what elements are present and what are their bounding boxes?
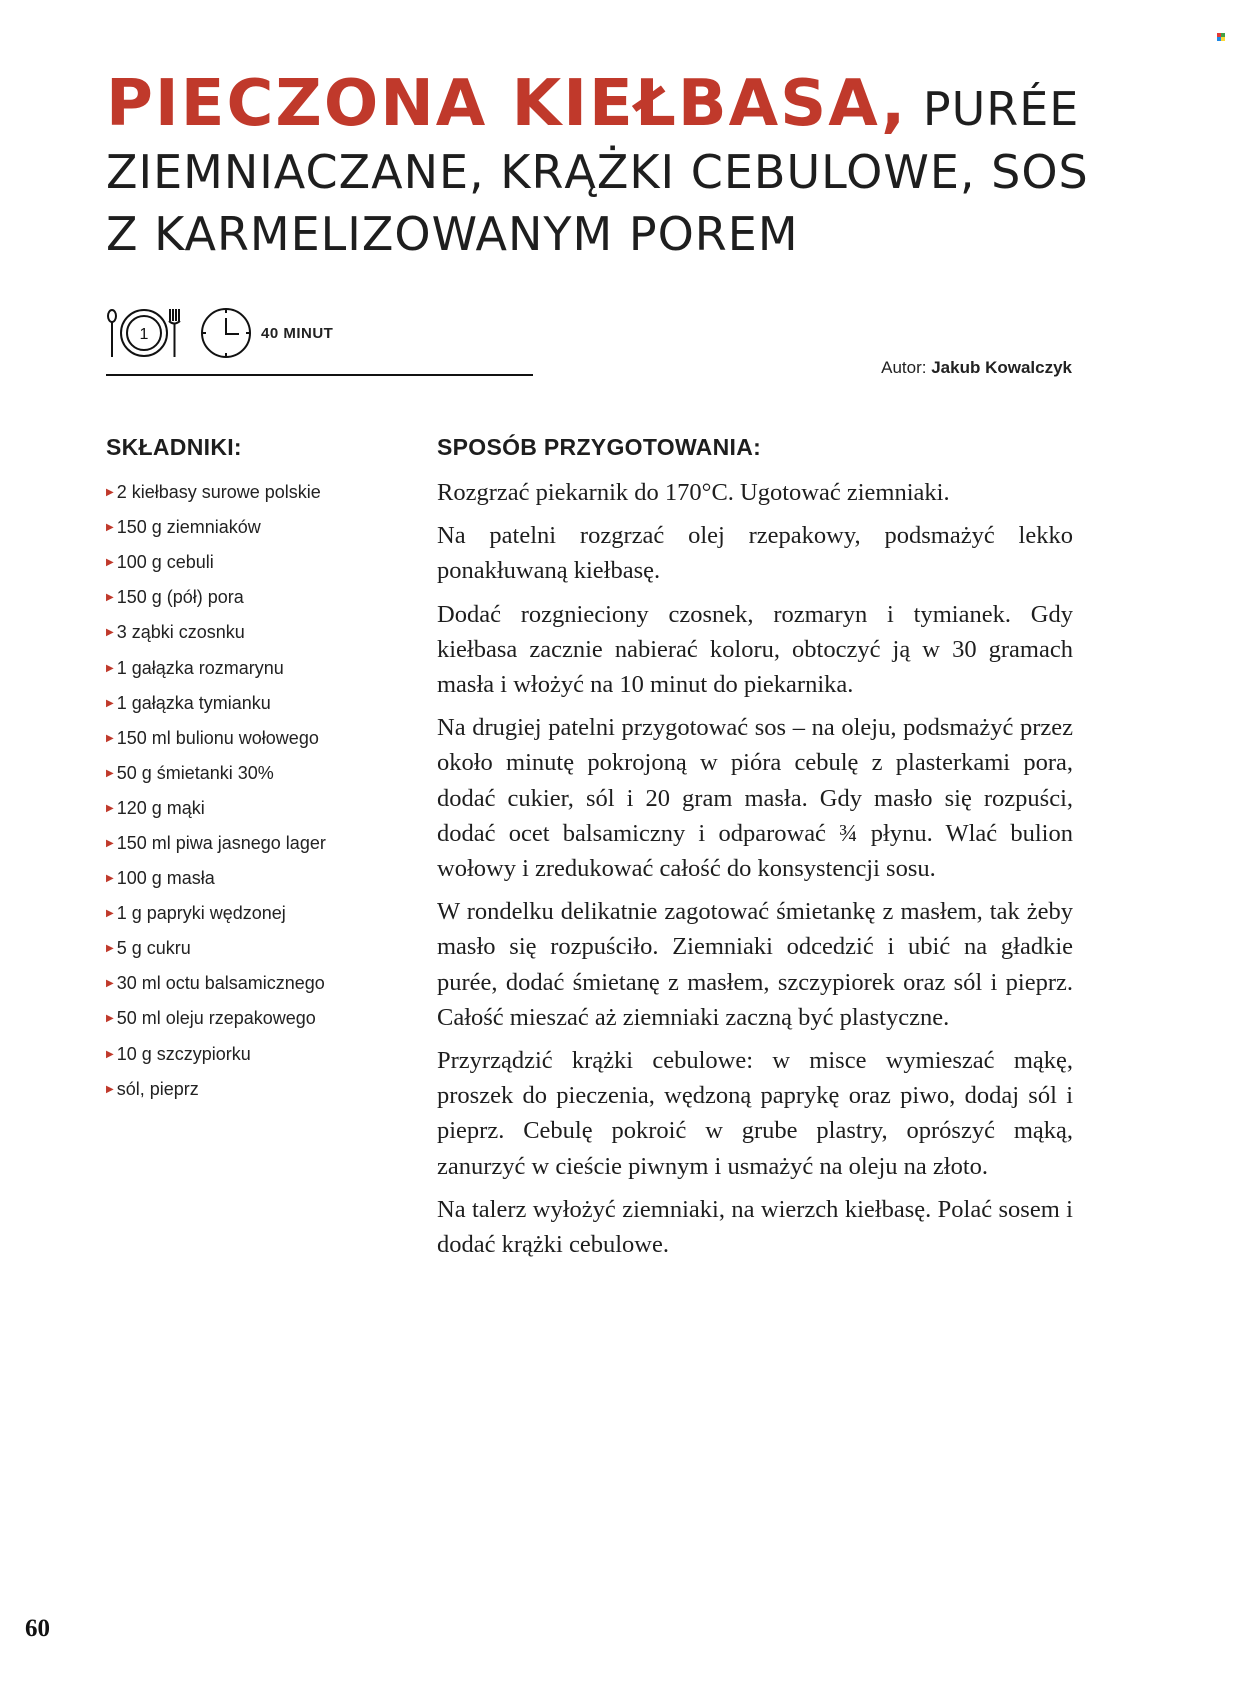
ingredient-item — [106, 510, 406, 545]
method-step: Na talerz wyłożyć ziemniaki, na wierzch kiełbasę. Polać sosem i dodać krążki cebulowe. — [437, 1195, 1073, 1259]
ingredient-text: sól, pieprz — [116, 1078, 199, 1099]
ingredient-text: 1 g papryki wędzonej — [116, 903, 286, 924]
bullet-arrow-icon: ▶ — [106, 1083, 114, 1095]
ingredient-item — [106, 931, 406, 966]
method-step: Dodać rozgnieciony czosnek, rozmaryn i tymianek. Gdy kiełbasa zacznie nabierać koloru, obtoczyć ją w 30 gramach masła i włożyć na 10 minut do piekarnika. — [437, 600, 1073, 699]
ingredients-section — [106, 434, 406, 1107]
ingredient-item — [106, 861, 406, 896]
ingredient-item — [106, 826, 406, 861]
recipe-title — [106, 67, 1106, 265]
bullet-arrow-icon: ▶ — [106, 732, 114, 744]
title-accent: PIECZONA KIEŁBASA, — [106, 67, 908, 141]
ingredient-item — [106, 966, 406, 1001]
ingredient-item — [106, 896, 406, 931]
ingredient-text: 1 gałązka rozmarynu — [116, 657, 284, 678]
ingredient-text: 150 g (pół) pora — [116, 587, 244, 608]
bullet-arrow-icon: ▶ — [106, 802, 114, 814]
recipe-meta — [106, 305, 333, 361]
author-name: Jakub Kowalczyk — [931, 358, 1072, 377]
ingredient-text: 100 g cebuli — [116, 552, 214, 573]
method-heading: SPOSÓB PRZYGOTOWANIA: — [437, 434, 762, 460]
bullet-arrow-icon: ▶ — [106, 697, 114, 709]
bullet-arrow-icon: ▶ — [106, 1048, 114, 1060]
ingredient-text: 150 ml piwa jasnego lager — [116, 832, 326, 853]
bullet-arrow-icon: ▶ — [106, 487, 114, 499]
ingredient-text: 50 g śmietanki 30% — [116, 762, 274, 783]
bullet-arrow-icon: ▶ — [106, 908, 114, 920]
title-line-1-rest: PURÉE — [922, 82, 1080, 136]
bullet-arrow-icon: ▶ — [106, 522, 114, 534]
ingredient-item — [106, 615, 406, 650]
color-mark-icon — [1217, 33, 1225, 41]
method-section — [437, 434, 1073, 1270]
title-line-1 — [106, 67, 1106, 141]
method-step: Rozgrzać piekarnik do 170°C. Ugotować ziemniaki. — [437, 479, 950, 506]
bullet-arrow-icon: ▶ — [106, 978, 114, 990]
ingredient-item — [106, 721, 406, 756]
ingredient-item — [106, 791, 406, 826]
bullet-arrow-icon: ▶ — [106, 873, 114, 885]
ingredient-text: 5 g cukru — [116, 938, 191, 959]
bullet-arrow-icon: ▶ — [106, 627, 114, 639]
ingredient-text: 150 ml bulionu wołowego — [116, 727, 319, 748]
ingredient-text: 50 ml oleju rzepakowego — [116, 1008, 316, 1029]
plate-cutlery-icon — [106, 307, 182, 359]
ingredient-item — [106, 1072, 406, 1107]
clock-icon — [199, 307, 253, 359]
cooking-time: 40 MINUT — [261, 324, 334, 342]
ingredient-item — [106, 686, 406, 721]
author-label: Autor: — [881, 358, 927, 377]
ingredient-item — [106, 1037, 406, 1072]
author-credit — [881, 358, 1072, 378]
ingredient-text: 2 kiełbasy surowe polskie — [116, 482, 321, 503]
ingredient-text: 30 ml octu balsamicznego — [116, 973, 325, 994]
method-step: W rondelku delikatnie zagotować śmietankę z masłem, tak żeby masło się rozpuściło. Ziemniaki odcedzić i ubić na gładkie purée, dodać śmietanę z masłem, szczypiorek oraz sól i pieprz. Całość mieszać aż ziemniaki zaczną być plastyczne. — [437, 898, 1073, 1031]
meta-divider — [106, 374, 533, 376]
bullet-arrow-icon: ▶ — [106, 557, 114, 569]
ingredient-item — [106, 475, 406, 510]
bullet-arrow-icon: ▶ — [106, 837, 114, 849]
title-line-3: Z KARMELIZOWANYM POREM — [106, 207, 799, 261]
bullet-arrow-icon: ▶ — [106, 662, 114, 674]
bullet-arrow-icon: ▶ — [106, 943, 114, 955]
method-step: Na drugiej patelni przygotować sos – na oleju, podsmażyć przez około minutę pokrojoną w pióra cebulę z plasterkami pora, dodać cukier, sól i 20 gram masła. Gdy masło się rozpuści, dodać ocet balsamiczny i odparować ¾ płynu. Wlać bulion wołowy i zredukować całość do konsystencji sosu. — [437, 714, 1073, 883]
ingredient-item — [106, 580, 406, 615]
bullet-arrow-icon: ▶ — [106, 1013, 114, 1025]
method-step: Na patelni rozgrzać olej rzepakowy, podsmażyć lekko ponakłuwaną kiełbasę. — [437, 522, 1073, 585]
ingredient-text: 1 gałązka tymianku — [116, 692, 271, 713]
ingredient-text: 100 g masła — [116, 868, 215, 889]
title-line-2: ZIEMNIACZANE, KRĄŻKI CEBULOWE, SOS — [106, 145, 1089, 199]
ingredients-heading: SKŁADNIKI: — [106, 434, 242, 460]
bullet-arrow-icon: ▶ — [106, 767, 114, 779]
ingredient-item — [106, 545, 406, 580]
bullet-arrow-icon: ▶ — [106, 592, 114, 604]
ingredient-item — [106, 650, 406, 685]
ingredient-text: 150 g ziemniaków — [116, 517, 261, 538]
ingredient-text: 10 g szczypiorku — [116, 1043, 251, 1064]
ingredients-list — [106, 475, 406, 1107]
ingredient-text: 120 g mąki — [116, 797, 205, 818]
page-number: 60 — [25, 1615, 50, 1642]
ingredient-item — [106, 756, 406, 791]
ingredient-text: 3 ząbki czosnku — [116, 622, 245, 643]
method-step: Przyrządzić krążki cebulowe: w misce wymieszać mąkę, proszek do pieczenia, wędzoną paprykę oraz piwo, dodaj sól i pieprz. Cebulę pokroić w grube plastry, oprószyć mąką, zanurzyć w cieście piwnym i usmażyć na oleju na złoto. — [437, 1047, 1073, 1180]
ingredient-item — [106, 1001, 406, 1036]
servings-count: 1 — [139, 326, 149, 343]
